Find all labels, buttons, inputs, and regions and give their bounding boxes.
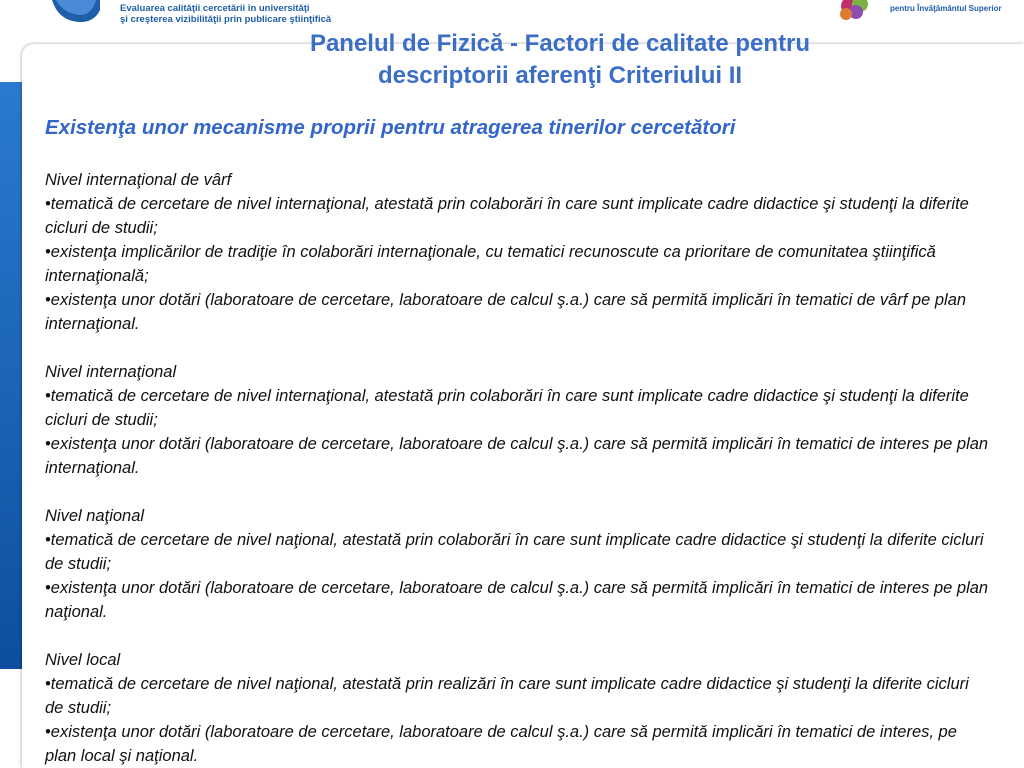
bullet-item: •tematică de cercetare de nivel naţional, atestată prin colaborări în care sunt implicate cadre didactice şi studenţi la diferite cicluri de studii;	[45, 531, 984, 573]
bullet-item: •tematică de cercetare de nivel naţional, atestată prin realizări în care sunt implicate cadre didactice şi studenţi la diferite cicluri de studii;	[45, 675, 969, 717]
level-title: Nivel internaţional de vârf	[45, 171, 232, 189]
project-logo-icon	[48, 0, 108, 34]
slide-body	[45, 168, 990, 768]
tagline-line-1: Evaluarea calităţii cercetării în universităţi	[120, 3, 310, 14]
slide-title-line-2: descriptorii aferenţi Criteriului II	[377, 62, 743, 89]
strategic-projects-logo-icon	[836, 0, 880, 26]
level-title: Nivel naţional	[45, 507, 145, 525]
bullet-item: •existenţa unor dotări (laboratoare de cercetare, laboratoare de calcul ş.a.) care să permită implicări în tematici de vârf pe plan internaţional.	[45, 291, 967, 333]
bullet-item: •tematică de cercetare de nivel internaţional, atestată prin colaborări în care sunt implicate cadre didactice şi studenţi la diferite cicluri de studii;	[45, 195, 969, 237]
bullet-item: •existenţa unor dotări (laboratoare de cercetare, laboratoare de calcul ş.a.) care să permită implicări în tematici de interes, pe plan local şi naţional.	[45, 723, 957, 765]
right-logo-subtext: pentru Învăţământul Superior	[890, 4, 1002, 13]
level-title: Nivel local	[45, 651, 121, 669]
level-section	[45, 360, 990, 480]
bullet-item: •existenţa unor dotări (laboratoare de cercetare, laboratoare de calcul ş.a.) care să permită implicări în tematici de interes pe plan internaţional.	[45, 435, 989, 477]
level-section	[45, 648, 990, 768]
bullet-item: •tematică de cercetare de nivel internaţional, atestată prin colaborări în care sunt implicate cadre didactice şi studenţi la diferite cicluri de studii;	[45, 387, 969, 429]
tagline-line-2: şi creşterea vizibilităţii prin publicare ştiinţifică	[120, 13, 332, 25]
bullet-item: •existenţa implicărilor de tradiţie în colaborări internaţionale, cu tematici recunoscute ca prioritare de comunitatea ştiinţifică internaţională;	[45, 243, 936, 285]
level-section	[45, 504, 990, 624]
slide-subtitle: Existenţa unor mecanisme proprii pentru atragerea tinerilor cercetători	[45, 116, 736, 139]
level-title: Nivel internaţional	[45, 363, 177, 381]
slide-title	[230, 28, 890, 92]
bullet-item: •existenţa unor dotări (laboratoare de cercetare, laboratoare de calcul ş.a.) care să permită implicări în tematici de interes pe plan naţional.	[45, 579, 989, 621]
side-accent-bar	[0, 82, 22, 669]
project-tagline	[120, 4, 331, 25]
slide-title-line-1: Panelul de Fizică - Factori de calitate pentru	[309, 30, 811, 57]
level-section	[45, 168, 990, 336]
